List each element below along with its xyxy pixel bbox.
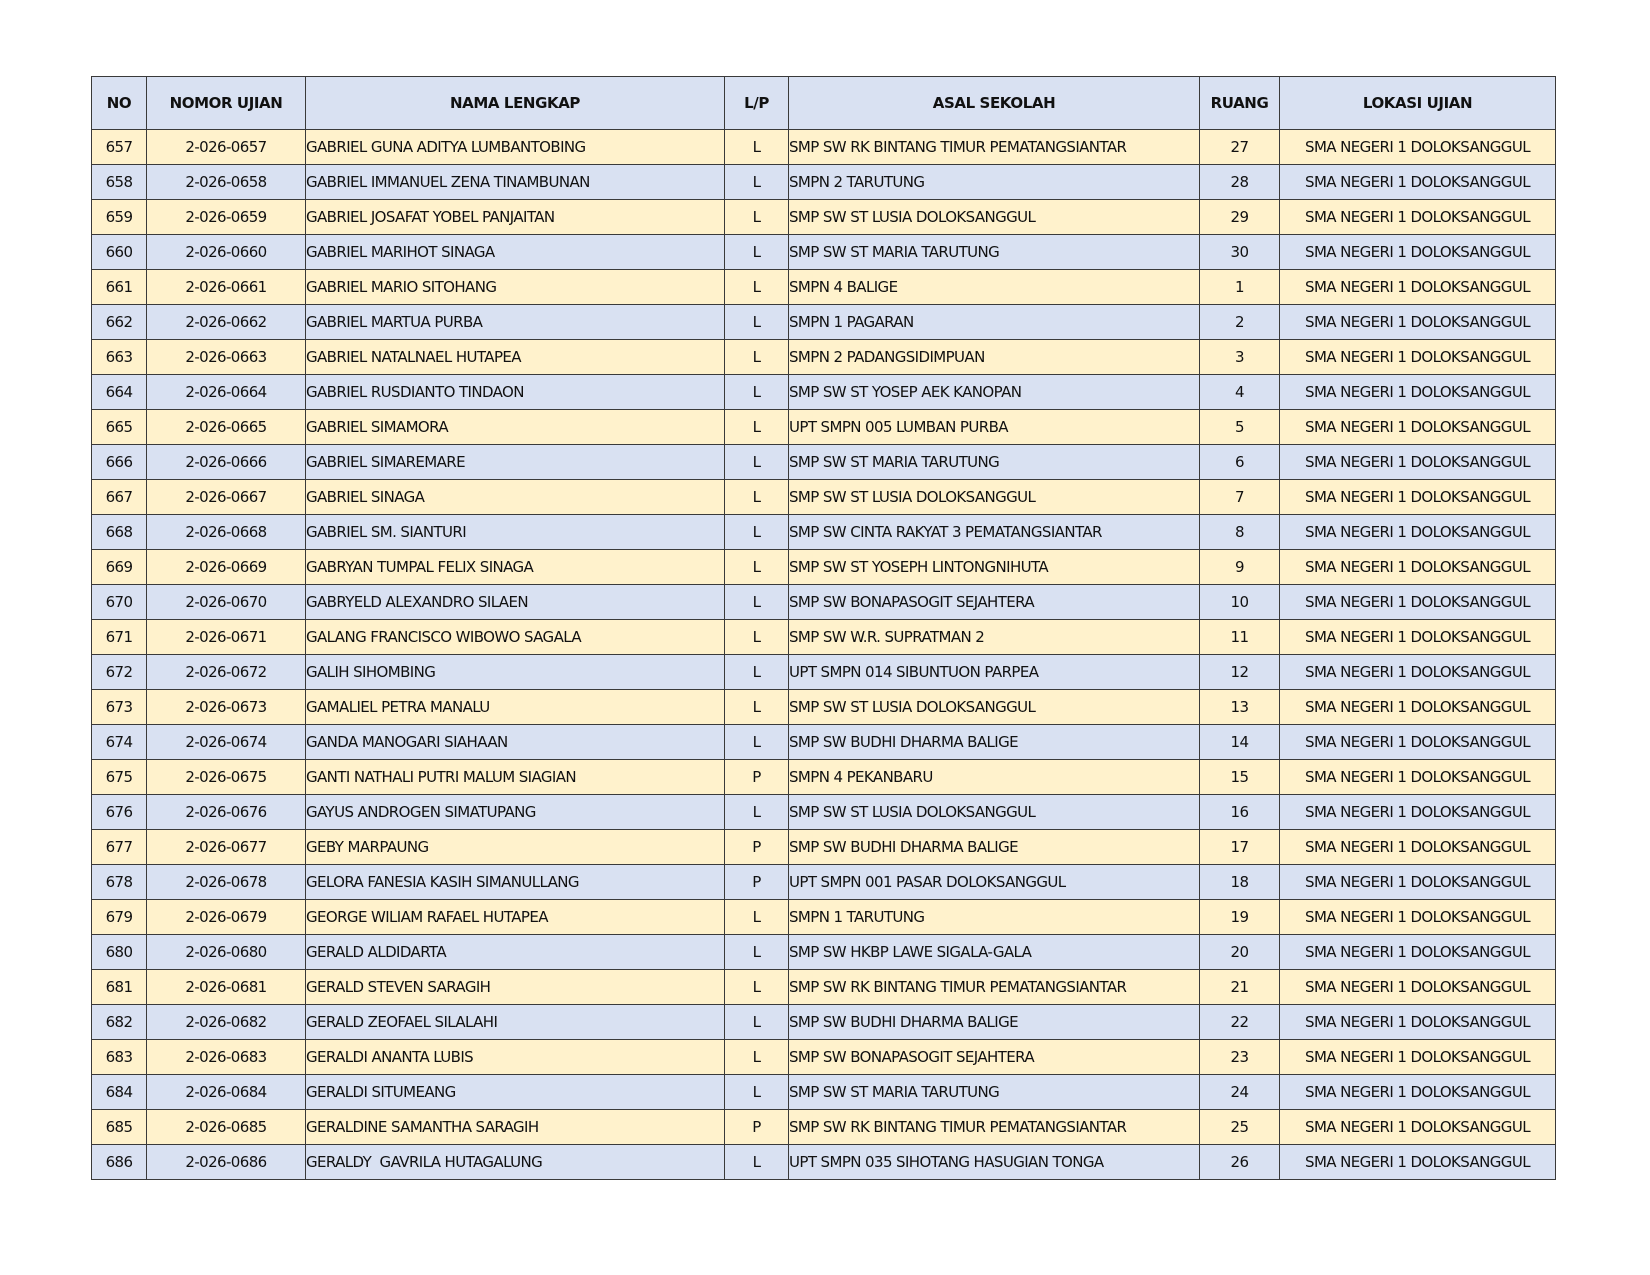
cell-lp: P [725, 830, 789, 865]
cell-asal-sekolah: UPT SMPN 014 SIBUNTUON PARPEA [789, 655, 1200, 690]
table-row [92, 1145, 1556, 1180]
cell-asal-sekolah: SMP SW BONAPASOGIT SEJAHTERA [789, 1040, 1200, 1075]
cell-lokasi-ujian: SMA NEGERI 1 DOLOKSANGGUL [1280, 585, 1556, 620]
table-row [92, 1005, 1556, 1040]
cell-lp: L [725, 515, 789, 550]
cell-nomor-ujian: 2-026-0668 [147, 515, 306, 550]
table-row [92, 445, 1556, 480]
table-row [92, 375, 1556, 410]
cell-asal-sekolah: SMP SW RK BINTANG TIMUR PEMATANGSIANTAR [789, 1110, 1200, 1145]
cell-no: 683 [92, 1040, 147, 1075]
cell-nomor-ujian: 2-026-0657 [147, 130, 306, 165]
cell-lokasi-ujian: SMA NEGERI 1 DOLOKSANGGUL [1280, 200, 1556, 235]
cell-asal-sekolah: SMP SW W.R. SUPRATMAN 2 [789, 620, 1200, 655]
cell-nomor-ujian: 2-026-0661 [147, 270, 306, 305]
cell-nomor-ujian: 2-026-0669 [147, 550, 306, 585]
cell-nama-lengkap: GANDA MANOGARI SIAHAAN [306, 725, 725, 760]
cell-no: 659 [92, 200, 147, 235]
table-row [92, 655, 1556, 690]
cell-lokasi-ujian: SMA NEGERI 1 DOLOKSANGGUL [1280, 270, 1556, 305]
cell-nama-lengkap: GABRIEL IMMANUEL ZENA TINAMBUNAN [306, 165, 725, 200]
cell-lokasi-ujian: SMA NEGERI 1 DOLOKSANGGUL [1280, 480, 1556, 515]
cell-lokasi-ujian: SMA NEGERI 1 DOLOKSANGGUL [1280, 1075, 1556, 1110]
table-row [92, 935, 1556, 970]
cell-lp: L [725, 1145, 789, 1180]
header-nomor-ujian: NOMOR UJIAN [147, 77, 306, 130]
cell-no: 684 [92, 1075, 147, 1110]
cell-lp: L [725, 795, 789, 830]
cell-lp: L [725, 1005, 789, 1040]
cell-asal-sekolah: SMP SW BUDHI DHARMA BALIGE [789, 830, 1200, 865]
table-row [92, 305, 1556, 340]
cell-nomor-ujian: 2-026-0672 [147, 655, 306, 690]
cell-nomor-ujian: 2-026-0674 [147, 725, 306, 760]
cell-asal-sekolah: SMP SW ST YOSEPH LINTONGNIHUTA [789, 550, 1200, 585]
cell-lp: L [725, 130, 789, 165]
cell-lokasi-ujian: SMA NEGERI 1 DOLOKSANGGUL [1280, 725, 1556, 760]
cell-asal-sekolah: SMPN 2 TARUTUNG [789, 165, 1200, 200]
cell-lokasi-ujian: SMA NEGERI 1 DOLOKSANGGUL [1280, 830, 1556, 865]
cell-nama-lengkap: GAYUS ANDROGEN SIMATUPANG [306, 795, 725, 830]
header-ruang: RUANG [1200, 77, 1280, 130]
cell-ruang: 7 [1200, 480, 1280, 515]
cell-lokasi-ujian: SMA NEGERI 1 DOLOKSANGGUL [1280, 340, 1556, 375]
cell-lokasi-ujian: SMA NEGERI 1 DOLOKSANGGUL [1280, 1145, 1556, 1180]
cell-nama-lengkap: GERALD STEVEN SARAGIH [306, 970, 725, 1005]
cell-lokasi-ujian: SMA NEGERI 1 DOLOKSANGGUL [1280, 375, 1556, 410]
cell-asal-sekolah: SMPN 2 PADANGSIDIMPUAN [789, 340, 1200, 375]
cell-nomor-ujian: 2-026-0667 [147, 480, 306, 515]
cell-asal-sekolah: SMP SW ST LUSIA DOLOKSANGGUL [789, 690, 1200, 725]
cell-nama-lengkap: GABRIEL GUNA ADITYA LUMBANTOBING [306, 130, 725, 165]
cell-nomor-ujian: 2-026-0665 [147, 410, 306, 445]
cell-asal-sekolah: SMP SW ST MARIA TARUTUNG [789, 445, 1200, 480]
cell-no: 668 [92, 515, 147, 550]
cell-lp: L [725, 935, 789, 970]
cell-lp: L [725, 235, 789, 270]
cell-nama-lengkap: GELORA FANESIA KASIH SIMANULLANG [306, 865, 725, 900]
cell-lp: P [725, 1110, 789, 1145]
table-row [92, 865, 1556, 900]
cell-lokasi-ujian: SMA NEGERI 1 DOLOKSANGGUL [1280, 795, 1556, 830]
header-lp: L/P [725, 77, 789, 130]
cell-ruang: 24 [1200, 1075, 1280, 1110]
cell-lokasi-ujian: SMA NEGERI 1 DOLOKSANGGUL [1280, 655, 1556, 690]
cell-ruang: 18 [1200, 865, 1280, 900]
cell-lp: L [725, 970, 789, 1005]
cell-no: 675 [92, 760, 147, 795]
cell-asal-sekolah: SMP SW RK BINTANG TIMUR PEMATANGSIANTAR [789, 130, 1200, 165]
cell-no: 680 [92, 935, 147, 970]
cell-asal-sekolah: SMP SW ST MARIA TARUTUNG [789, 235, 1200, 270]
cell-ruang: 30 [1200, 235, 1280, 270]
table-row [92, 900, 1556, 935]
cell-nomor-ujian: 2-026-0663 [147, 340, 306, 375]
cell-asal-sekolah: UPT SMPN 035 SIHOTANG HASUGIAN TONGA [789, 1145, 1200, 1180]
cell-ruang: 28 [1200, 165, 1280, 200]
cell-no: 686 [92, 1145, 147, 1180]
cell-asal-sekolah: UPT SMPN 005 LUMBAN PURBA [789, 410, 1200, 445]
table-body [92, 130, 1556, 1180]
cell-ruang: 23 [1200, 1040, 1280, 1075]
cell-ruang: 19 [1200, 900, 1280, 935]
cell-no: 679 [92, 900, 147, 935]
table-row [92, 200, 1556, 235]
cell-ruang: 5 [1200, 410, 1280, 445]
cell-lokasi-ujian: SMA NEGERI 1 DOLOKSANGGUL [1280, 1040, 1556, 1075]
cell-no: 682 [92, 1005, 147, 1040]
cell-nomor-ujian: 2-026-0660 [147, 235, 306, 270]
cell-nomor-ujian: 2-026-0680 [147, 935, 306, 970]
cell-asal-sekolah: SMP SW BUDHI DHARMA BALIGE [789, 725, 1200, 760]
cell-nomor-ujian: 2-026-0671 [147, 620, 306, 655]
table-row [92, 795, 1556, 830]
cell-lp: P [725, 865, 789, 900]
cell-no: 670 [92, 585, 147, 620]
cell-lokasi-ujian: SMA NEGERI 1 DOLOKSANGGUL [1280, 690, 1556, 725]
cell-nomor-ujian: 2-026-0682 [147, 1005, 306, 1040]
cell-nama-lengkap: GEBY MARPAUNG [306, 830, 725, 865]
cell-nama-lengkap: GABRIEL SIMAMORA [306, 410, 725, 445]
cell-nomor-ujian: 2-026-0658 [147, 165, 306, 200]
cell-nomor-ujian: 2-026-0670 [147, 585, 306, 620]
cell-nama-lengkap: GABRIEL SIMAREMARE [306, 445, 725, 480]
cell-nama-lengkap: GABRIEL NATALNAEL HUTAPEA [306, 340, 725, 375]
cell-no: 685 [92, 1110, 147, 1145]
cell-nama-lengkap: GANTI NATHALI PUTRI MALUM SIAGIAN [306, 760, 725, 795]
cell-nama-lengkap: GABRYELD ALEXANDRO SILAEN [306, 585, 725, 620]
cell-asal-sekolah: SMP SW BUDHI DHARMA BALIGE [789, 1005, 1200, 1040]
cell-nomor-ujian: 2-026-0677 [147, 830, 306, 865]
cell-asal-sekolah: SMP SW CINTA RAKYAT 3 PEMATANGSIANTAR [789, 515, 1200, 550]
cell-nomor-ujian: 2-026-0686 [147, 1145, 306, 1180]
table-row [92, 620, 1556, 655]
cell-lp: P [725, 760, 789, 795]
cell-lp: L [725, 725, 789, 760]
cell-lp: L [725, 620, 789, 655]
cell-ruang: 22 [1200, 1005, 1280, 1040]
cell-ruang: 11 [1200, 620, 1280, 655]
cell-ruang: 10 [1200, 585, 1280, 620]
cell-no: 663 [92, 340, 147, 375]
cell-nomor-ujian: 2-026-0675 [147, 760, 306, 795]
table-row [92, 690, 1556, 725]
cell-nomor-ujian: 2-026-0662 [147, 305, 306, 340]
cell-lokasi-ujian: SMA NEGERI 1 DOLOKSANGGUL [1280, 1005, 1556, 1040]
cell-no: 657 [92, 130, 147, 165]
cell-ruang: 21 [1200, 970, 1280, 1005]
table-header-row [92, 77, 1556, 130]
cell-lokasi-ujian: SMA NEGERI 1 DOLOKSANGGUL [1280, 970, 1556, 1005]
cell-lp: L [725, 200, 789, 235]
table-row [92, 480, 1556, 515]
cell-nomor-ujian: 2-026-0676 [147, 795, 306, 830]
cell-nomor-ujian: 2-026-0678 [147, 865, 306, 900]
cell-lp: L [725, 585, 789, 620]
cell-no: 667 [92, 480, 147, 515]
cell-lp: L [725, 900, 789, 935]
cell-lokasi-ujian: SMA NEGERI 1 DOLOKSANGGUL [1280, 410, 1556, 445]
cell-asal-sekolah: SMP SW ST LUSIA DOLOKSANGGUL [789, 795, 1200, 830]
cell-lokasi-ujian: SMA NEGERI 1 DOLOKSANGGUL [1280, 305, 1556, 340]
cell-lokasi-ujian: SMA NEGERI 1 DOLOKSANGGUL [1280, 760, 1556, 795]
table-row [92, 725, 1556, 760]
cell-asal-sekolah: SMP SW ST MARIA TARUTUNG [789, 1075, 1200, 1110]
cell-ruang: 1 [1200, 270, 1280, 305]
cell-no: 666 [92, 445, 147, 480]
cell-lp: L [725, 445, 789, 480]
cell-asal-sekolah: UPT SMPN 001 PASAR DOLOKSANGGUL [789, 865, 1200, 900]
cell-nomor-ujian: 2-026-0673 [147, 690, 306, 725]
cell-lokasi-ujian: SMA NEGERI 1 DOLOKSANGGUL [1280, 865, 1556, 900]
table-row [92, 165, 1556, 200]
cell-no: 660 [92, 235, 147, 270]
cell-no: 664 [92, 375, 147, 410]
cell-nama-lengkap: GABRIEL JOSAFAT YOBEL PANJAITAN [306, 200, 725, 235]
table-row [92, 830, 1556, 865]
cell-nama-lengkap: GERALDI SITUMEANG [306, 1075, 725, 1110]
cell-asal-sekolah: SMP SW ST YOSEP AEK KANOPAN [789, 375, 1200, 410]
cell-nama-lengkap: GABRYAN TUMPAL FELIX SINAGA [306, 550, 725, 585]
cell-nomor-ujian: 2-026-0659 [147, 200, 306, 235]
cell-asal-sekolah: SMP SW ST LUSIA DOLOKSANGGUL [789, 480, 1200, 515]
cell-nomor-ujian: 2-026-0685 [147, 1110, 306, 1145]
cell-nama-lengkap: GERALDI ANANTA LUBIS [306, 1040, 725, 1075]
cell-lp: L [725, 1040, 789, 1075]
cell-nama-lengkap: GAMALIEL PETRA MANALU [306, 690, 725, 725]
cell-nomor-ujian: 2-026-0679 [147, 900, 306, 935]
cell-ruang: 3 [1200, 340, 1280, 375]
cell-nomor-ujian: 2-026-0683 [147, 1040, 306, 1075]
cell-ruang: 27 [1200, 130, 1280, 165]
cell-asal-sekolah: SMPN 1 PAGARAN [789, 305, 1200, 340]
header-asal-sekolah: ASAL SEKOLAH [789, 77, 1200, 130]
table-row [92, 1075, 1556, 1110]
cell-asal-sekolah: SMP SW ST LUSIA DOLOKSANGGUL [789, 200, 1200, 235]
header-nama-lengkap: NAMA LENGKAP [306, 77, 725, 130]
cell-no: 672 [92, 655, 147, 690]
table-row [92, 130, 1556, 165]
cell-nama-lengkap: GABRIEL RUSDIANTO TINDAON [306, 375, 725, 410]
cell-lokasi-ujian: SMA NEGERI 1 DOLOKSANGGUL [1280, 515, 1556, 550]
cell-lokasi-ujian: SMA NEGERI 1 DOLOKSANGGUL [1280, 900, 1556, 935]
cell-nama-lengkap: GERALDINE SAMANTHA SARAGIH [306, 1110, 725, 1145]
cell-ruang: 26 [1200, 1145, 1280, 1180]
cell-no: 661 [92, 270, 147, 305]
cell-ruang: 13 [1200, 690, 1280, 725]
table-row [92, 235, 1556, 270]
table-row [92, 585, 1556, 620]
cell-nomor-ujian: 2-026-0681 [147, 970, 306, 1005]
cell-ruang: 8 [1200, 515, 1280, 550]
cell-ruang: 2 [1200, 305, 1280, 340]
cell-no: 669 [92, 550, 147, 585]
cell-lokasi-ujian: SMA NEGERI 1 DOLOKSANGGUL [1280, 935, 1556, 970]
table-row [92, 760, 1556, 795]
cell-lp: L [725, 480, 789, 515]
cell-nama-lengkap: GABRIEL SINAGA [306, 480, 725, 515]
table-row [92, 1110, 1556, 1145]
cell-asal-sekolah: SMPN 1 TARUTUNG [789, 900, 1200, 935]
cell-asal-sekolah: SMP SW HKBP LAWE SIGALA-GALA [789, 935, 1200, 970]
table-row [92, 410, 1556, 445]
cell-nomor-ujian: 2-026-0684 [147, 1075, 306, 1110]
cell-nama-lengkap: GALANG FRANCISCO WIBOWO SAGALA [306, 620, 725, 655]
cell-nama-lengkap: GABRIEL MARTUA PURBA [306, 305, 725, 340]
cell-nama-lengkap: GALIH SIHOMBING [306, 655, 725, 690]
cell-lokasi-ujian: SMA NEGERI 1 DOLOKSANGGUL [1280, 1110, 1556, 1145]
cell-no: 673 [92, 690, 147, 725]
cell-ruang: 17 [1200, 830, 1280, 865]
header-no: NO [92, 77, 147, 130]
cell-no: 658 [92, 165, 147, 200]
cell-ruang: 12 [1200, 655, 1280, 690]
cell-asal-sekolah: SMP SW BONAPASOGIT SEJAHTERA [789, 585, 1200, 620]
table-row [92, 1040, 1556, 1075]
cell-lokasi-ujian: SMA NEGERI 1 DOLOKSANGGUL [1280, 620, 1556, 655]
cell-lp: L [725, 340, 789, 375]
cell-nama-lengkap: GEORGE WILIAM RAFAEL HUTAPEA [306, 900, 725, 935]
cell-lp: L [725, 410, 789, 445]
cell-lp: L [725, 1075, 789, 1110]
cell-lp: L [725, 375, 789, 410]
cell-ruang: 6 [1200, 445, 1280, 480]
exam-participant-table [91, 76, 1556, 1180]
cell-ruang: 20 [1200, 935, 1280, 970]
table-row [92, 340, 1556, 375]
cell-no: 678 [92, 865, 147, 900]
cell-no: 676 [92, 795, 147, 830]
cell-lp: L [725, 305, 789, 340]
cell-ruang: 29 [1200, 200, 1280, 235]
table-row [92, 270, 1556, 305]
cell-lp: L [725, 690, 789, 725]
cell-no: 677 [92, 830, 147, 865]
cell-nama-lengkap: GERALD ALDIDARTA [306, 935, 725, 970]
cell-lp: L [725, 270, 789, 305]
cell-nama-lengkap: GABRIEL SM. SIANTURI [306, 515, 725, 550]
cell-nama-lengkap: GERALD ZEOFAEL SILALAHI [306, 1005, 725, 1040]
cell-ruang: 15 [1200, 760, 1280, 795]
cell-lokasi-ujian: SMA NEGERI 1 DOLOKSANGGUL [1280, 550, 1556, 585]
cell-lokasi-ujian: SMA NEGERI 1 DOLOKSANGGUL [1280, 235, 1556, 270]
cell-ruang: 25 [1200, 1110, 1280, 1145]
header-lokasi-ujian: LOKASI UJIAN [1280, 77, 1556, 130]
cell-ruang: 4 [1200, 375, 1280, 410]
cell-asal-sekolah: SMP SW RK BINTANG TIMUR PEMATANGSIANTAR [789, 970, 1200, 1005]
cell-nomor-ujian: 2-026-0666 [147, 445, 306, 480]
cell-nama-lengkap: GABRIEL MARIHOT SINAGA [306, 235, 725, 270]
cell-lp: L [725, 165, 789, 200]
cell-nama-lengkap: GERALDY GAVRILA HUTAGALUNG [306, 1145, 725, 1180]
table-row [92, 970, 1556, 1005]
cell-lokasi-ujian: SMA NEGERI 1 DOLOKSANGGUL [1280, 445, 1556, 480]
cell-asal-sekolah: SMPN 4 PEKANBARU [789, 760, 1200, 795]
cell-ruang: 16 [1200, 795, 1280, 830]
cell-ruang: 14 [1200, 725, 1280, 760]
cell-lokasi-ujian: SMA NEGERI 1 DOLOKSANGGUL [1280, 165, 1556, 200]
cell-no: 665 [92, 410, 147, 445]
cell-ruang: 9 [1200, 550, 1280, 585]
cell-nomor-ujian: 2-026-0664 [147, 375, 306, 410]
cell-no: 681 [92, 970, 147, 1005]
table-row [92, 550, 1556, 585]
cell-lp: L [725, 550, 789, 585]
cell-no: 674 [92, 725, 147, 760]
cell-lokasi-ujian: SMA NEGERI 1 DOLOKSANGGUL [1280, 130, 1556, 165]
cell-nama-lengkap: GABRIEL MARIO SITOHANG [306, 270, 725, 305]
cell-no: 671 [92, 620, 147, 655]
table-row [92, 515, 1556, 550]
cell-lp: L [725, 655, 789, 690]
cell-asal-sekolah: SMPN 4 BALIGE [789, 270, 1200, 305]
cell-no: 662 [92, 305, 147, 340]
